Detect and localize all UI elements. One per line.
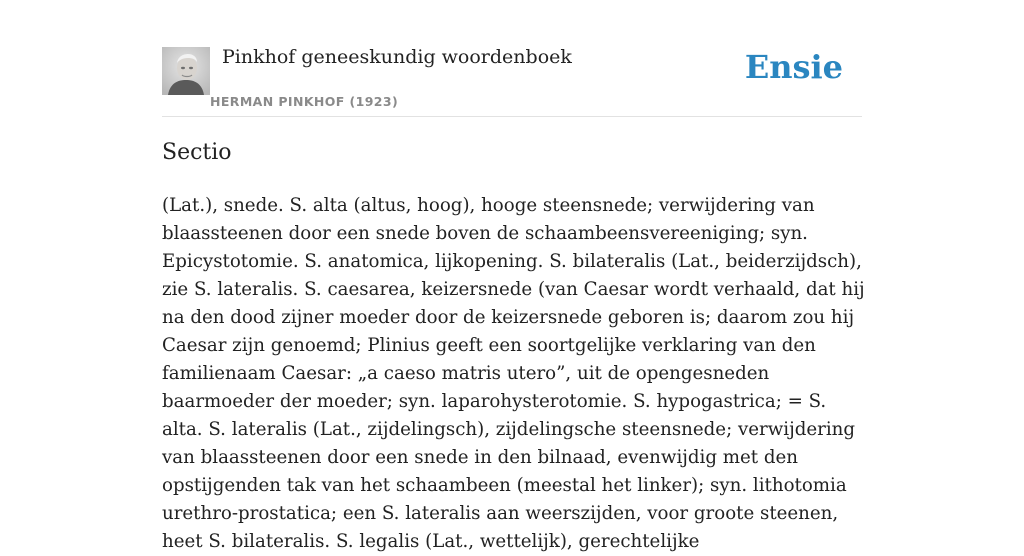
author-portrait-icon[interactable] xyxy=(162,47,210,95)
entry-title: Sectio xyxy=(162,140,232,165)
entry-body: (Lat.), snede. S. alta (altus, hoog), hooge steensnede; verwijdering van blaassteenen door een snede boven de schaambeensvereeniging; syn. Epicystotomie. S. anatomica, lijkopening. S. bilateralis (Lat., beiderzijdsch), zie S. lateralis. S. caesarea, keizersnede (van Caesar wordt verhaald, dat hij na den dood zijner moeder door de keizersnede geboren is; daarom zou hij Caesar zijn genoemd; Plinius geeft een soortgelijke verklaring van den familienaam Caesar: „a caeso matris utero”, uit de opengesneden baarmoeder der moeder; syn. laparohysterotomie. S. hypogastrica; = S. alta. S. lateralis (Lat., zijdelingsch), zijdelingsche steensnede; verwijdering van blaassteenen door een snede in den bilnaad, evenwijdig met den opstijgenden tak van het schaambeen (meestal het linker); syn. lithotomia urethro-prostatica; een S. lateralis aan weerszijden, voor groote steenen, heet S. bilateralis. S. legalis (Lat., wettelijk), gerechtelijke xyxy=(162,195,865,552)
author-name[interactable]: HERMAN PINKHOF (1923) xyxy=(210,94,399,109)
book-title[interactable]: Pinkhof geneeskundig woordenboek xyxy=(222,46,572,68)
header xyxy=(162,44,862,117)
brand-logo[interactable]: Ensie xyxy=(744,48,843,86)
